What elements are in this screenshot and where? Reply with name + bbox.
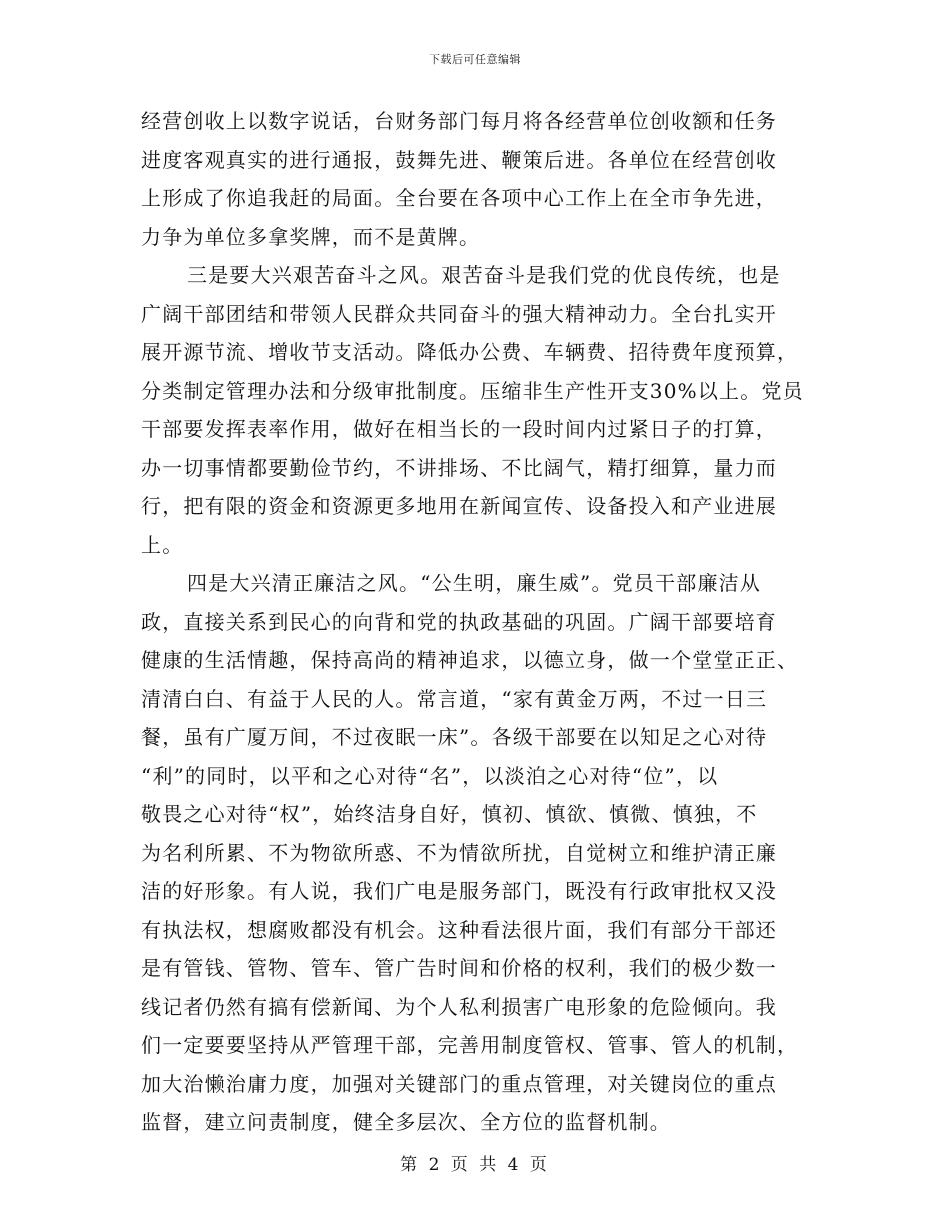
text-line: 办一切事情都要勤俭节约，不讲排场、不比阔气，精打细算，量力而 [141, 455, 777, 480]
text-line: 线记者仍然有搞有偿新闻、为个人私利损害广电形象的危险倾向。我 [141, 994, 777, 1019]
paragraph [141, 256, 821, 564]
text-line: 广阔干部团结和带领人民群众共同奋斗的强大精神动力。全台扎实开 [141, 301, 777, 326]
text-line: 敬畏之心对待“权”，始终洁身自好，慎初、慎欲、慎微、慎独，不 [141, 802, 758, 826]
page-header: 下载后可任意编辑 [429, 53, 521, 66]
text-line: 加大治懒治庸力度，加强对关键部门的重点管理，对关键岗位的重点 [141, 1071, 777, 1096]
text-line: 展开源节流、增收节支活动。降低办公费、车辆费、招待费年度预算， [141, 340, 799, 364]
document-body [141, 102, 821, 1142]
text-line: 为名利所累、不为物欲所惑、不为情欲所扰，自觉树立和维护清正廉 [141, 840, 777, 865]
text-line: 清清白白、有益于人民的人。常言道，“家有黄金万两，不过一日三 [141, 686, 768, 711]
text-line: 政，直接关系到民心的向背和党的执政基础的巩固。广阔干部要培育 [141, 609, 777, 634]
paragraph [141, 564, 821, 1142]
text-line: 上形成了你追我赶的局面。全台要在各项中心工作上在全市争先进， [141, 186, 777, 210]
paragraph [141, 102, 821, 256]
text-line: “利”的同时，以平和之心对待“名”，以淡泊之心对待“位”，以 [141, 763, 719, 788]
text-line: 上。 [141, 532, 184, 557]
text-line: 监督，建立问责制度，健全多层次、全方位的监督机制。 [141, 1110, 671, 1134]
text-line: 进度客观真实的进行通报，鼓舞先进、鞭策后进。各单位在经营创收 [141, 147, 777, 172]
text-line: 健康的生活情趣，保持高尚的精神追求，以德立身，做一个堂堂正正、 [141, 648, 799, 672]
text-line: 三是要大兴艰苦奋斗之风。艰苦奋斗是我们党的优良传统，也是 [187, 263, 781, 287]
text-line: 分类制定管理办法和分级审批制度。压缩非生产性开支30%以上。党员 [141, 378, 804, 403]
text-line: 行，把有限的资金和资源更多地用在新闻宣传、设备投入和产业进展 [141, 494, 777, 518]
text-line: 经营创收上以数字说话，台财务部门每月将各经营单位创收额和任务 [141, 109, 777, 133]
page-number-footer: 第 2 页 共 4 页 [400, 1155, 550, 1175]
text-line: 餐，虽有广厦万间，不过夜眠一床”。各级干部要在以知足之心对待 [141, 725, 768, 749]
text-line: 洁的好形象。有人说，我们广电是服务部门，既没有行政审批权又没 [141, 879, 777, 903]
text-line: 是有管钱、管物、管车、管广告时间和价格的权利，我们的极少数一 [141, 956, 777, 980]
text-line: 干部要发挥表率作用，做好在相当长的一段时间内过紧日子的打算， [141, 417, 777, 441]
text-line: 们一定要要坚持从严管理干部，完善用制度管权、管事、管人的机制， [141, 1033, 799, 1057]
text-line: 有执法权，想腐败都没有机会。这种看法很片面，我们有部分干部还 [141, 917, 777, 942]
text-line: 四是大兴清正廉洁之风。“公生明，廉生威”。党员干部廉洁从 [187, 571, 762, 595]
text-line: 力争为单位多拿奖牌，而不是黄牌。 [141, 224, 481, 249]
